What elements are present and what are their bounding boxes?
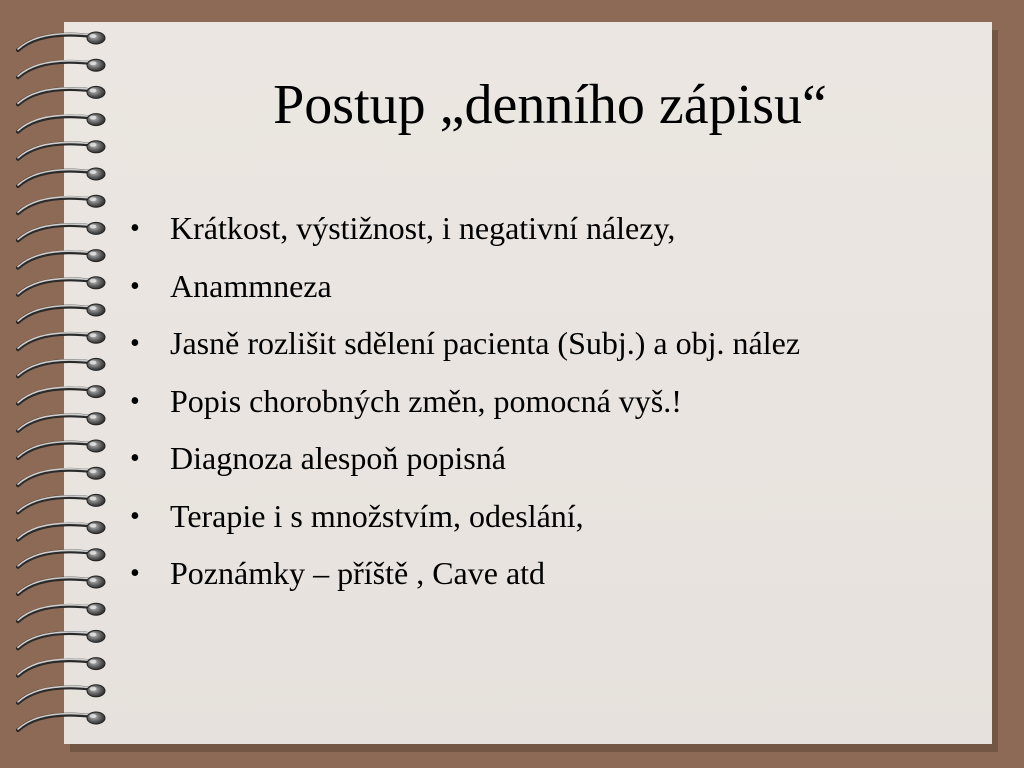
spiral-ring-icon — [18, 685, 105, 703]
spiral-ring-icon — [18, 494, 105, 512]
spiral-ring-icon — [18, 222, 105, 240]
spiral-ring-icon — [18, 114, 105, 132]
spiral-ring-icon — [18, 32, 105, 50]
bullet-list — [128, 200, 988, 603]
spiral-ring-icon — [18, 630, 105, 648]
bullet-item — [128, 258, 988, 316]
bullet-item — [128, 200, 988, 258]
spiral-ring-icon — [18, 168, 105, 186]
spiral-ring-icon — [18, 413, 105, 431]
spiral-ring-icon — [18, 658, 105, 676]
bullet-item — [128, 315, 988, 373]
spiral-ring-icon — [18, 522, 105, 540]
bullet-item — [128, 545, 988, 603]
spiral-binding-icon — [0, 0, 140, 768]
bullet-item — [128, 373, 988, 431]
bullet-dot-icon: • — [130, 270, 140, 302]
bullet-dot-icon: • — [130, 213, 140, 244]
bullet-text: Popis chorobných změn, pomocná vyš.! — [170, 382, 682, 419]
spiral-ring-icon — [18, 250, 105, 268]
spiral-ring-icon — [18, 195, 105, 213]
bullet-item — [128, 488, 988, 546]
spiral-ring-icon — [18, 304, 105, 322]
spiral-ring-icon — [18, 59, 105, 77]
spiral-ring-icon — [18, 549, 105, 567]
bullet-text: Diagnoza alespoň popisná — [170, 440, 506, 476]
spiral-ring-icon — [18, 141, 105, 159]
bullet-dot-icon: • — [130, 558, 140, 589]
bullet-text: Poznámky – příště , Cave atd — [170, 555, 546, 591]
bullet-dot-icon: • — [130, 500, 140, 532]
bullet-item — [128, 430, 988, 488]
spiral-ring-icon — [18, 576, 105, 594]
spiral-ring-icon — [18, 440, 105, 458]
bullet-text: Anammneza — [170, 267, 332, 304]
spiral-ring-icon — [18, 603, 105, 621]
spiral-ring-icon — [18, 277, 105, 295]
spiral-ring-icon — [18, 331, 105, 349]
spiral-ring-icon — [18, 467, 105, 485]
page-title: Postup „denního zápisu“ — [273, 74, 827, 136]
bullet-dot-icon: • — [130, 385, 140, 417]
bullet-dot-icon: • — [130, 328, 140, 359]
spiral-ring-icon — [18, 358, 105, 376]
spiral-ring-icon — [18, 86, 105, 104]
spiral-ring-icon — [18, 386, 105, 404]
bullet-text: Terapie i s množstvím, odeslání, — [170, 497, 584, 534]
bullet-text: Jasně rozlišit sdělení pacienta (Subj.) a obj. nález — [170, 325, 801, 361]
bullet-text: Krátkost, výstižnost, i negativní nálezy, — [170, 210, 676, 246]
spiral-ring-icon — [18, 712, 105, 730]
bullet-dot-icon: • — [130, 443, 140, 474]
